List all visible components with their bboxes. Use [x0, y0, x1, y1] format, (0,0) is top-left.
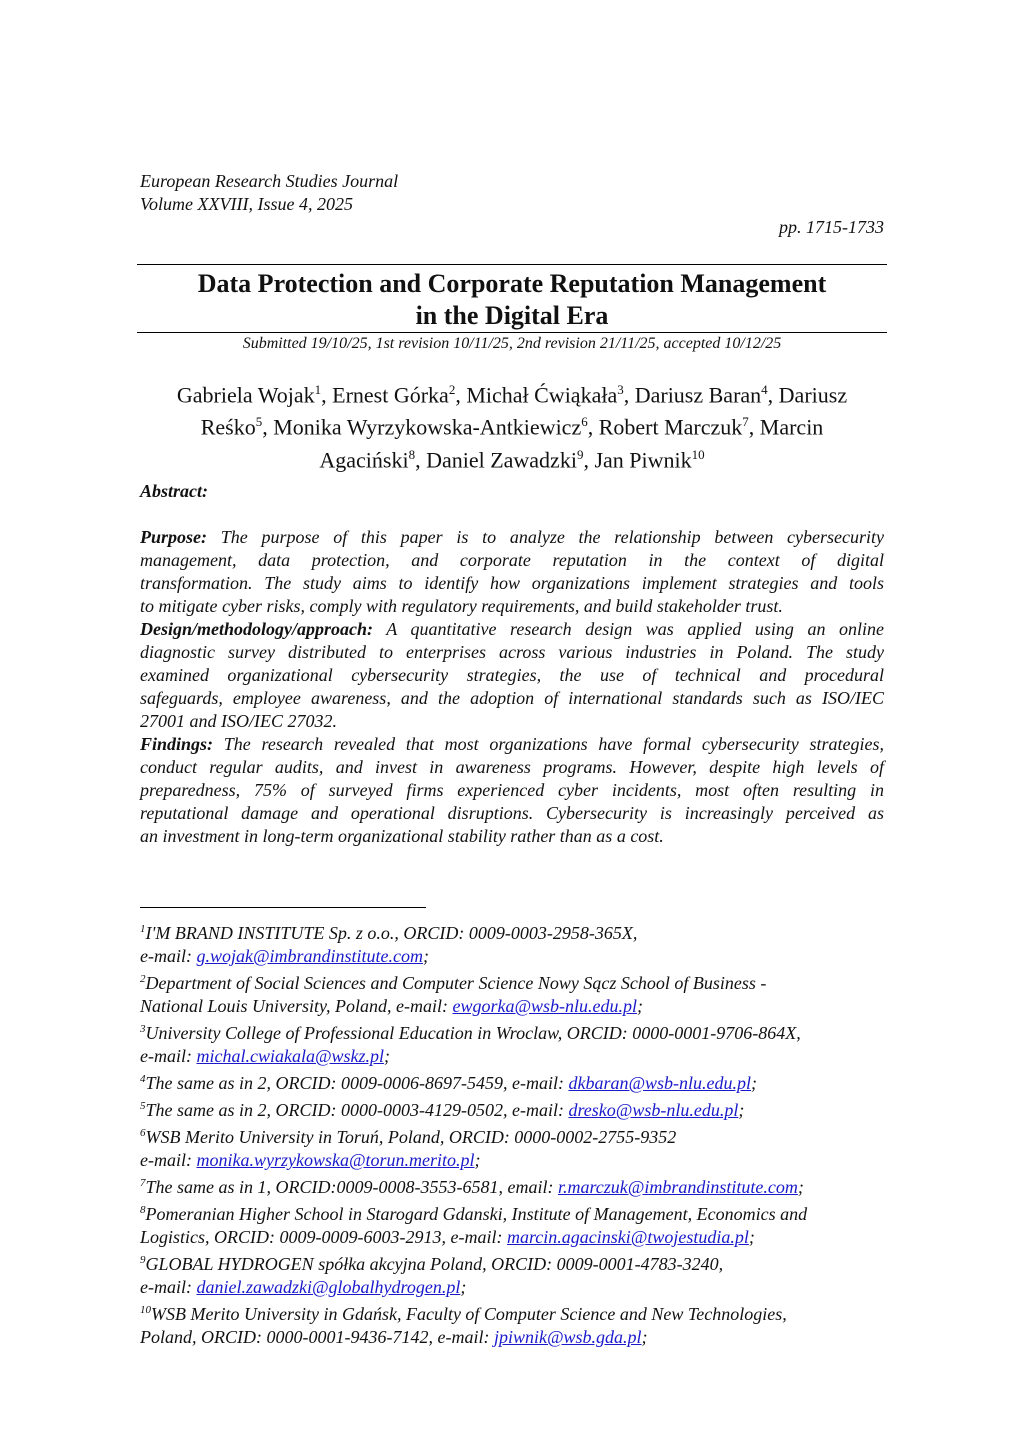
- abstract-line: [140, 618, 884, 641]
- author-affiliation-number: 10: [691, 446, 705, 462]
- abstract-line: [140, 641, 884, 664]
- email-link[interactable]: monika.wyrzykowska@torun.merito.pl: [196, 1150, 475, 1170]
- abstract-line: [140, 756, 884, 779]
- footnote-line: [140, 1226, 807, 1249]
- author-affiliation-number: 9: [576, 446, 584, 462]
- footnote-text: e-mail:: [140, 1046, 197, 1066]
- abstract-section: [140, 733, 884, 848]
- author-separator: ,: [321, 382, 333, 408]
- footnote-number: 8: [140, 1204, 146, 1216]
- abstract-text: conduct regular audits, and invest in awareness programs. However, despite high levels of: [140, 757, 884, 777]
- footnote-text: GLOBAL HYDROGEN spółka akcyjna Poland, ORCID: 0009-0001-4783-3240,: [145, 1254, 724, 1274]
- abstract-line: [140, 687, 884, 710]
- footnote-punctuation: ;: [637, 996, 644, 1016]
- footnote-line: [140, 1122, 807, 1149]
- footnote-line: [140, 1299, 807, 1326]
- author-name: Michał Ćwiąkała: [466, 382, 618, 408]
- footnote-line: [140, 1276, 807, 1299]
- abstract-text: examined organizational cybersecurity strategies, the use of technical and procedural: [140, 665, 884, 685]
- footnote-line: [140, 1172, 807, 1199]
- author-line: [137, 408, 887, 440]
- title-rule-top: [137, 264, 887, 265]
- footnote-number: 9: [140, 1254, 146, 1266]
- footnote-rule: [140, 907, 426, 908]
- footnote-number: 2: [140, 973, 146, 985]
- author-separator: ,: [587, 414, 599, 440]
- author-name: Gabriela Wojak: [176, 382, 315, 408]
- footnote-punctuation: ;: [474, 1150, 481, 1170]
- author-name: Ernest Górka: [332, 382, 449, 408]
- abstract-section-label: Findings:: [140, 734, 214, 754]
- footnote-punctuation: ;: [460, 1277, 467, 1297]
- footnote-text: e-mail:: [140, 946, 197, 966]
- footnote-punctuation: ;: [384, 1046, 391, 1066]
- author-affiliation-number: 3: [617, 382, 624, 397]
- page-range: pp. 1715-1733: [779, 217, 884, 237]
- abstract-text: reputational damage and operational disruptions. Cybersecurity is increasingly perceived as: [140, 803, 884, 823]
- footnote-punctuation: ;: [641, 1327, 648, 1347]
- footnote-text: Logistics, ORCID: 0009-0009-6003-2913, e-mail:: [140, 1227, 507, 1247]
- email-link[interactable]: r.marczuk@imbrandinstitute.com: [557, 1177, 798, 1197]
- author-list: [137, 376, 887, 473]
- abstract-line: [140, 572, 884, 595]
- abstract-text: preparedness, 75% of surveyed firms experienced cyber incidents, most often resulting in: [140, 780, 884, 800]
- abstract-text: A quantitative research design was applied using an online: [386, 619, 884, 639]
- author-name: Robert Marczuk: [598, 414, 743, 440]
- footnote-line: [140, 945, 807, 968]
- footnote-punctuation: ;: [423, 946, 430, 966]
- author-name: Monika Wyrzykowska-Antkiewicz: [273, 414, 582, 440]
- abstract-line: [140, 825, 884, 848]
- author-line: [137, 376, 887, 408]
- footnote-text: University College of Professional Education in Wroclaw, ORCID: 0000-0001-9706-864X,: [145, 1023, 801, 1043]
- email-link[interactable]: dkbaran@wsb-nlu.edu.pl: [568, 1073, 752, 1093]
- footnote-line: [140, 995, 807, 1018]
- author-separator: ,: [455, 382, 467, 408]
- author-separator: ,: [583, 446, 595, 472]
- abstract-text: an investment in long-term organizational stability rather than as a cost.: [140, 826, 664, 846]
- journal-header: [140, 170, 398, 216]
- footnote-text: The same as in 2, ORCID: 0000-0003-4129-0502, e-mail:: [145, 1100, 569, 1120]
- email-link[interactable]: marcin.agacinski@twojestudia.pl: [506, 1227, 749, 1247]
- abstract-text: management, data protection, and corporate reputation in the context of digital: [140, 550, 884, 570]
- title-line: Data Protection and Corporate Reputation Management: [197, 269, 827, 298]
- footnote-text: The same as in 2, ORCID: 0009-0006-8697-5459, e-mail:: [145, 1073, 569, 1093]
- footnote-text: Department of Social Sciences and Computer Science Nowy Sącz School of Business -: [145, 973, 767, 993]
- author-separator: , Dariusz: [767, 382, 848, 408]
- author-separator: , Marcin: [748, 414, 824, 440]
- author-name: Jan Piwnik: [594, 446, 692, 472]
- journal-name: European Research Studies Journal: [140, 171, 399, 191]
- author-affiliation-number: 1: [314, 382, 322, 397]
- footnote-punctuation: ;: [751, 1073, 758, 1093]
- author-affiliation-number: 7: [742, 414, 749, 430]
- author-name: Dariusz Baran: [634, 382, 762, 408]
- footnote-line: [140, 1326, 807, 1349]
- abstract-line: [140, 526, 884, 549]
- footnote-line: [140, 1068, 807, 1095]
- abstract-line: [140, 802, 884, 825]
- author-name: Daniel Zawadzki: [426, 446, 577, 472]
- footnote-line: [140, 1018, 807, 1045]
- footnote-number: 6: [140, 1127, 146, 1139]
- abstract-section: [140, 526, 884, 618]
- footnote-text: e-mail:: [140, 1277, 197, 1297]
- footnote-line: [140, 1199, 807, 1226]
- footnote-line: [140, 968, 807, 995]
- footnote-text: Pomeranian Higher School in Starogard Gdanski, Institute of Management, Economics and: [145, 1204, 808, 1224]
- email-link[interactable]: michal.cwiakala@wskz.pl: [196, 1046, 385, 1066]
- author-line: [137, 441, 887, 473]
- author-separator: ,: [623, 382, 635, 408]
- abstract-section-label: Design/methodology/approach:: [140, 619, 373, 639]
- author-name: Agaciński: [319, 446, 409, 472]
- author-affiliation-number: 5: [255, 414, 263, 430]
- footnote-number: 4: [140, 1073, 146, 1085]
- footnote-line: [140, 1149, 807, 1172]
- footnote-punctuation: ;: [738, 1100, 745, 1120]
- email-link[interactable]: jpiwnik@wsb.gda.pl: [493, 1327, 642, 1347]
- abstract-text: The research revealed that most organizations have formal cybersecurity strategies,: [223, 734, 885, 754]
- footnote-text: WSB Merito University in Gdańsk, Faculty of Computer Science and New Technologies,: [151, 1304, 787, 1324]
- author-separator: ,: [415, 446, 427, 472]
- footnote-punctuation: ;: [748, 1227, 755, 1247]
- title-rule-bottom: [137, 332, 887, 333]
- abstract-line: [140, 595, 884, 618]
- abstract-text: 27001 and ISO/IEC 27032.: [140, 711, 337, 731]
- footnote-number: 7: [140, 1177, 146, 1189]
- footnote-text: e-mail:: [140, 1150, 197, 1170]
- footnote-text: I'M BRAND INSTITUTE Sp. z o.o., ORCID: 0009-0003-2958-365X,: [145, 923, 638, 943]
- author-affiliation-number: 4: [761, 382, 768, 397]
- abstract-text: transformation. The study aims to identify how organizations implement strategies and tools: [140, 573, 884, 593]
- email-link[interactable]: ewgorka@wsb-nlu.edu.pl: [452, 996, 638, 1016]
- abstract-body: [140, 526, 884, 848]
- abstract-line: [140, 664, 884, 687]
- author-affiliation-number: 6: [581, 414, 588, 430]
- abstract-text: The purpose of this paper is to analyze the relationship between cybersecurity: [220, 527, 884, 547]
- footnote-text: The same as in 1, ORCID:0009-0008-3553-6581, email:: [145, 1177, 558, 1197]
- author-affiliation-number: 2: [448, 382, 456, 397]
- footnote-line: [140, 1045, 807, 1068]
- abstract-line: [140, 779, 884, 802]
- email-link[interactable]: dresko@wsb-nlu.edu.pl: [568, 1100, 739, 1120]
- footnote-number: 3: [140, 1023, 146, 1035]
- footnote-text: Poland, ORCID: 0000-0001-9436-7142, e-mail:: [140, 1327, 494, 1347]
- footnote-line: [140, 1095, 807, 1122]
- footnote-number: 5: [140, 1100, 146, 1112]
- abstract-section: [140, 618, 884, 733]
- abstract-section-label: Purpose:: [140, 527, 207, 547]
- abstract-heading: Abstract:: [140, 481, 209, 501]
- email-link[interactable]: daniel.zawadzki@globalhydrogen.pl: [196, 1277, 461, 1297]
- email-link[interactable]: g.wojak@imbrandinstitute.com: [196, 946, 424, 966]
- footnote-text: WSB Merito University in Toruń, Poland, ORCID: 0000-0002-2755-9352: [145, 1127, 677, 1147]
- footnote-punctuation: ;: [797, 1177, 804, 1197]
- author-name: Reśko: [200, 414, 256, 440]
- footnote-text: National Louis University, Poland, e-mail:: [140, 996, 453, 1016]
- footnote-number: 10: [140, 1304, 151, 1316]
- abstract-line: [140, 549, 884, 572]
- author-affiliation-number: 8: [408, 446, 416, 462]
- abstract-text: safeguards, employee awareness, and the adoption of international standards such as ISO/IEC: [140, 688, 884, 708]
- journal-volume: Volume XXVIII, Issue 4, 2025: [140, 194, 353, 214]
- abstract-line: [140, 733, 884, 756]
- author-separator: ,: [262, 414, 274, 440]
- submission-dates: Submitted 19/10/25, 1st revision 10/11/25, 2nd revision 21/11/25, accepted 10/12/25: [242, 335, 782, 352]
- footnote-number: 1: [140, 923, 146, 935]
- title-line: in the Digital Era: [415, 301, 609, 330]
- abstract-text: diagnostic survey distributed to enterprises across various industries in Poland. The study: [140, 642, 884, 662]
- footnote-line: [140, 1249, 807, 1276]
- abstract-line: [140, 710, 884, 733]
- footnotes: [140, 918, 807, 1349]
- footnote-line: [140, 918, 807, 945]
- paper-title: [137, 268, 887, 332]
- abstract-text: to mitigate cyber risks, comply with regulatory requirements, and build stakeholder trust.: [140, 596, 783, 616]
